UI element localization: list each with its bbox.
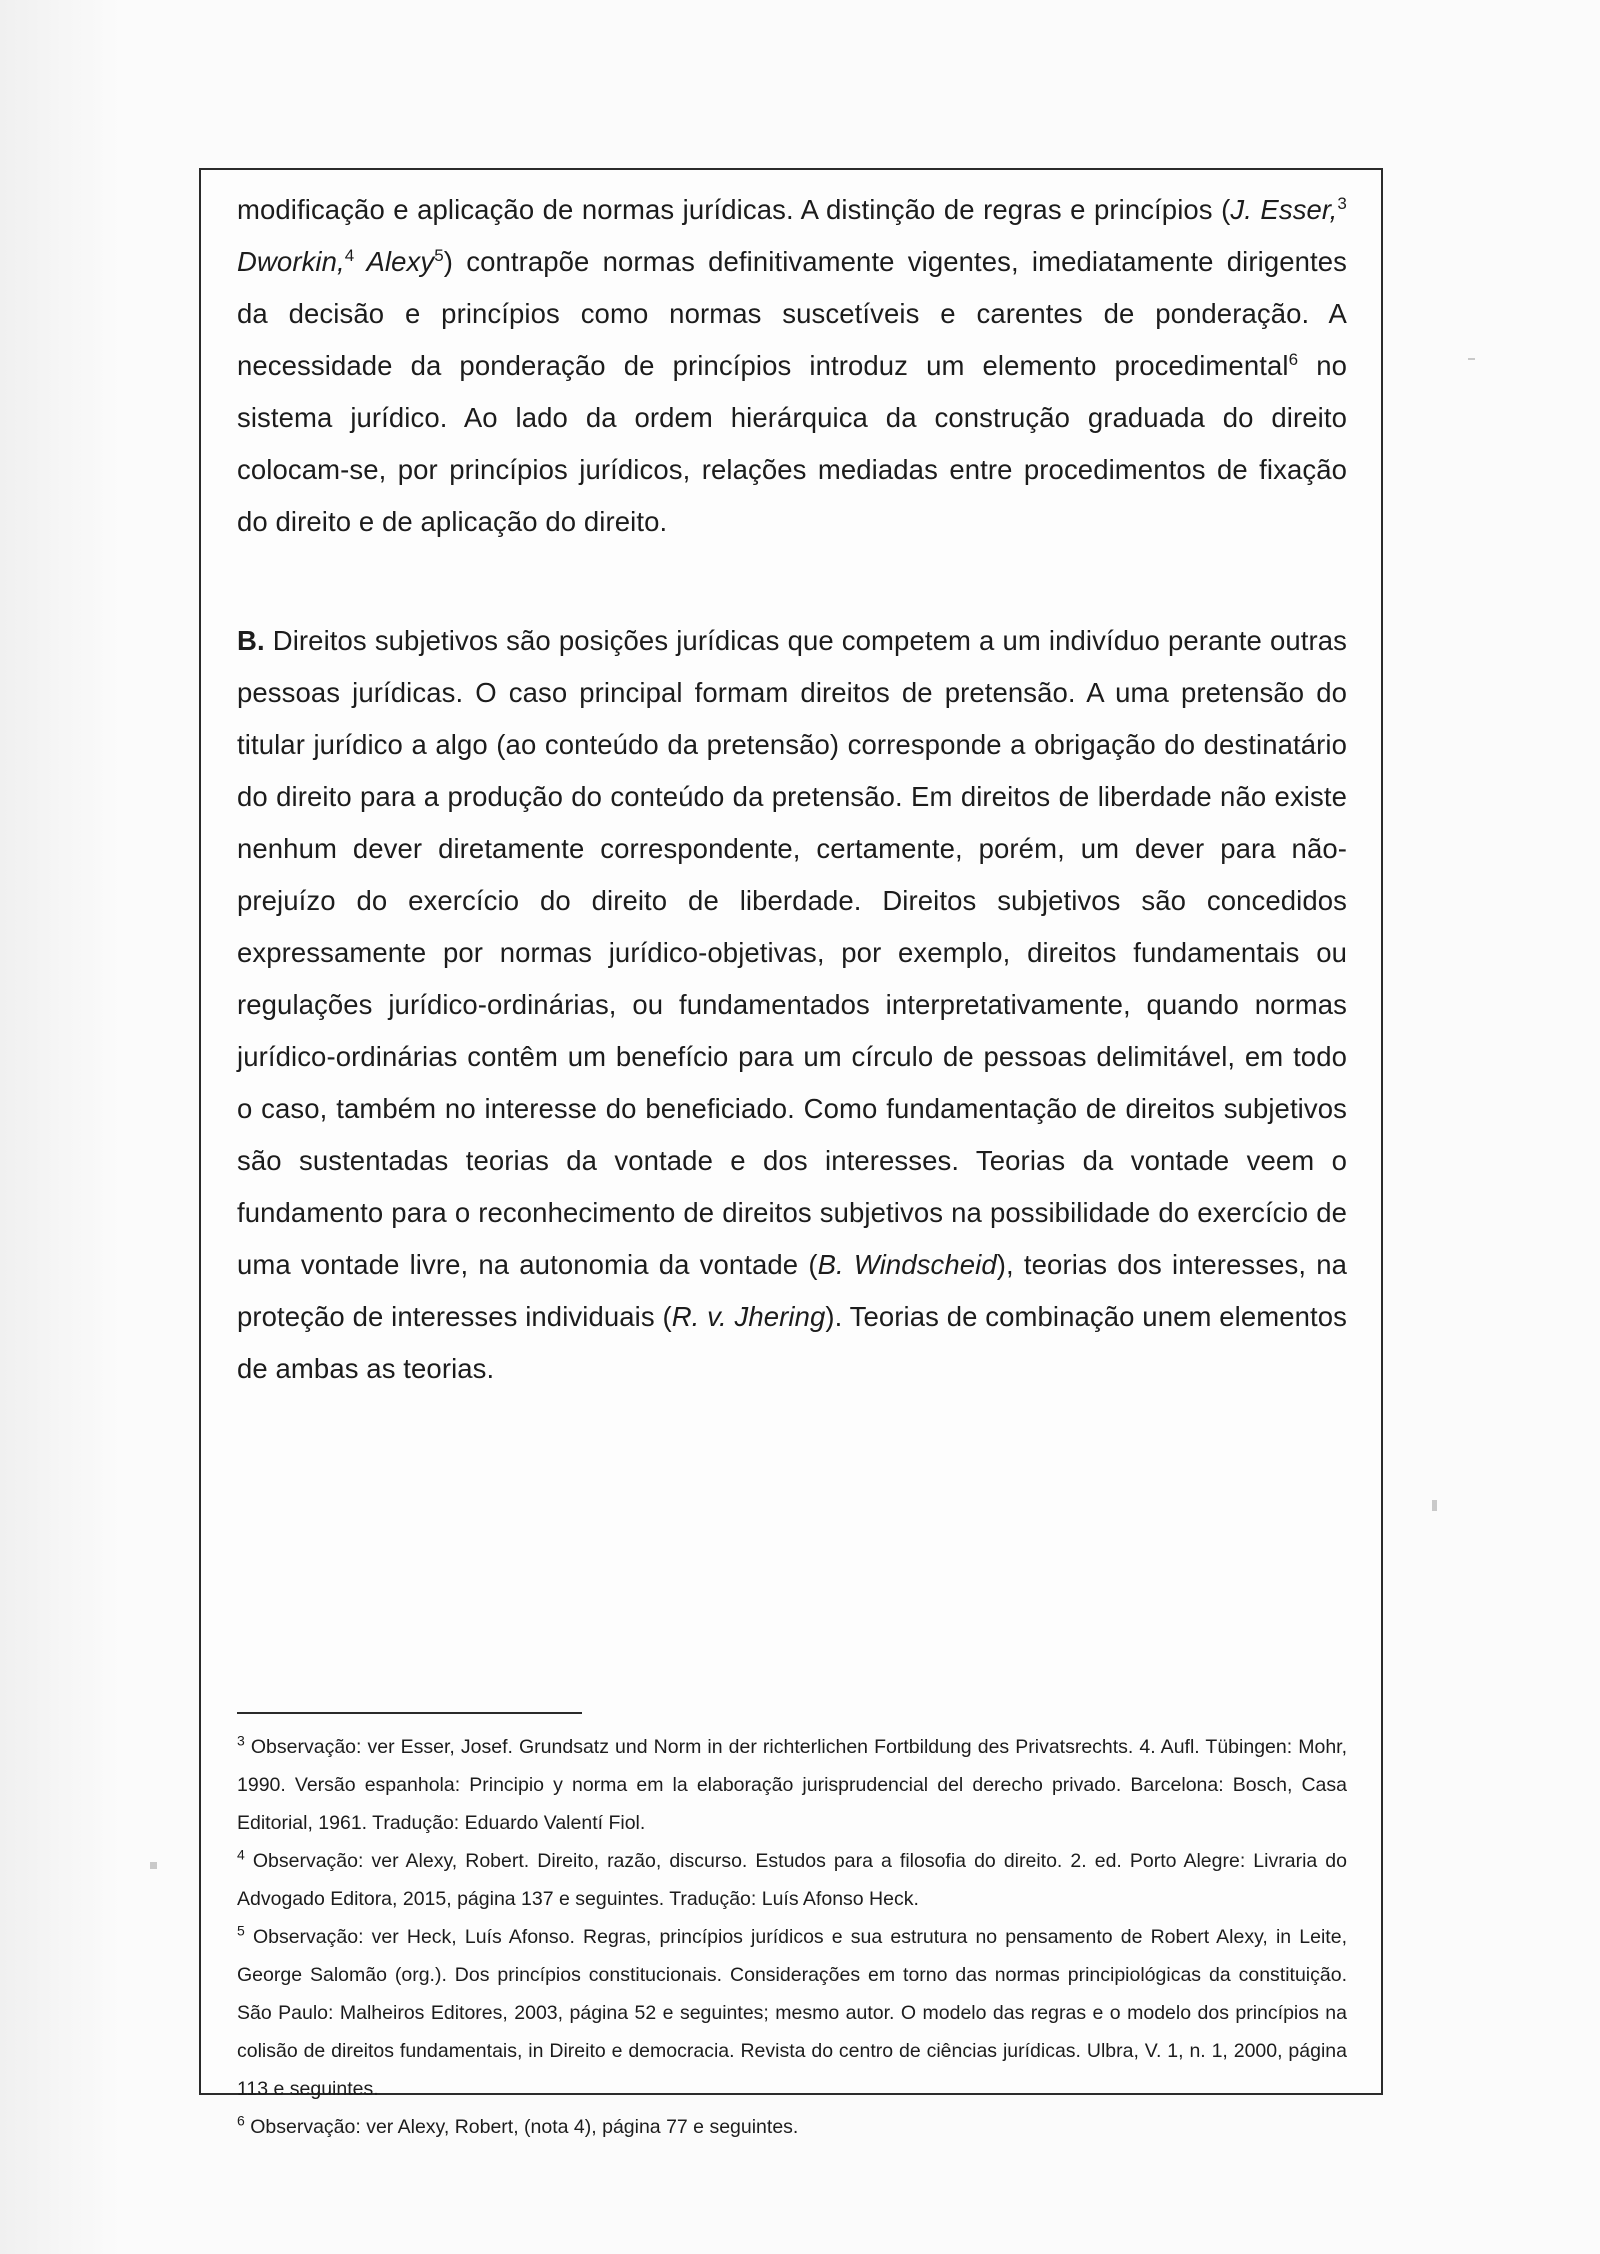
footnote-text-5: Observação: ver Heck, Luís Afonso. Regras, princípios jurídicos e sua estrutura no pensamento de Robert Alexy, in Leite, George Salomão (org.). Dos princípios constitucionais. Considerações em torno das normas principiológicas da constituição. São Paulo: Malheiros Editores, 2003, página 52 e seguintes; mesmo autor. O modelo das regras e o modelo dos princípios na colisão de direitos fundamentais, in Direito e democracia. Revista do centro de ciências jurídicas. Ulbra, V. 1, n. 1, 2000, página 113 e seguintes. [237, 1926, 1347, 2100]
paragraph-b-label: B. [237, 625, 265, 656]
footnote-number-4: 4 [237, 1846, 245, 1863]
page-text-frame [199, 168, 1383, 2138]
footnote-item [237, 1842, 1347, 1918]
paragraph-1-segment-1: modificação e aplicação de normas jurídicas. A distinção de regras e princípios ( [237, 194, 1231, 225]
paragraph-1-segment-2: ) contrapõe normas definitivamente vigentes, imediatamente dirigentes da decisão e princípios como normas suscetíveis e carentes de ponderação. A necessidade da ponderação de princípios introduz um elemento procedimental [237, 246, 1347, 381]
footnote-number-5: 5 [237, 1922, 245, 1939]
scan-speck [150, 1862, 157, 1869]
citation-windscheid: B. Windscheid [817, 1249, 997, 1280]
body-text-block [237, 184, 1347, 1395]
footnote-number-6: 6 [237, 2112, 245, 2129]
footnote-block [237, 1712, 1347, 2146]
footnote-marker-3: 3 [1337, 193, 1347, 213]
citation-esser: J. Esser, [1230, 194, 1338, 225]
footnote-item [237, 1728, 1347, 1842]
paragraph-b [237, 615, 1347, 1395]
citation-jhering: R. v. Jhering [671, 1301, 826, 1332]
footnote-marker-5: 5 [434, 245, 444, 265]
paragraph-b-segment-1: Direitos subjetivos são posições jurídicas que competem a um indivíduo perante outras pessoas jurídicas. O caso principal formam direitos de pretensão. A uma pretensão do titular jurídico a algo (ao conteúdo da pretensão) corresponde a obrigação do destinatário do direito para a produção do conteúdo da pretensão. Em direitos de liberdade não existe nenhum dever diretamente correspondente, certamente, porém, um dever para não-prejuízo do exercício do direito de liberdade. Direitos subjetivos são concedidos expressamente por normas jurídico-objetivas, por exemplo, direitos fundamentais ou regulações jurídico-ordinárias, ou fundamentados interpretativamente, quando normas jurídico-ordinárias contêm um benefício para um círculo de pessoas delimitável, em todo o caso, também no interesse do beneficiado. Como fundamentação de direitos subjetivos são sustentadas teorias da vontade e dos interesses. Teorias da vontade veem o fundamento para o reconhecimento de direitos subjetivos na possibilidade do exercício de uma vontade livre, na autonomia da vontade ( [237, 625, 1347, 1280]
footnote-marker-6: 6 [1288, 349, 1299, 369]
footnote-separator-rule [237, 1712, 582, 1714]
paragraph-1-segment-3: no sistema jurídico. Ao lado da ordem hierárquica da construção graduada do direito colocam-se, por princípios jurídicos, relações mediadas entre procedimentos de fixação do direito e de aplicação do direito. [237, 350, 1347, 537]
scan-speck [1432, 1500, 1437, 1511]
footnote-text-3: Observação: ver Esser, Josef. Grundsatz und Norm in der richterlichen Fortbildung des Privatsrechts. 4. Aufl. Tübingen: Mohr, 1990. Versão espanhola: Principio y norma em la elaboração jurisprudencial del derecho privado. Barcelona: Bosch, Casa Editorial, 1961. Tradução: Eduardo Valentí Fiol. [237, 1736, 1347, 1834]
footnote-number-3: 3 [237, 1732, 245, 1749]
footnote-item [237, 1918, 1347, 2108]
footnote-text-6: Observação: ver Alexy, Robert, (nota 4), página 77 e seguintes. [250, 2116, 799, 2138]
citation-dworkin: Dworkin, [237, 246, 345, 277]
scan-speck [1468, 358, 1475, 360]
footnote-item [237, 2108, 1347, 2146]
footnote-marker-4: 4 [344, 245, 355, 265]
paragraph-continuation [237, 184, 1347, 548]
paragraph-b-segment-3: ). Teorias de combinação unem elementos de ambas as teorias. [237, 1301, 1348, 1384]
paragraph-b-segment-2: ), teorias dos interesses, na proteção de interesses individuais ( [237, 1249, 1348, 1332]
citation-alexy: Alexy [354, 246, 435, 277]
footnote-text-4: Observação: ver Alexy, Robert. Direito, razão, discurso. Estudos para a filosofia do direito. 2. ed. Porto Alegre: Livraria do Advogado Editora, 2015, página 137 e seguintes. Tradução: Luís Afonso Heck. [237, 1850, 1347, 1910]
